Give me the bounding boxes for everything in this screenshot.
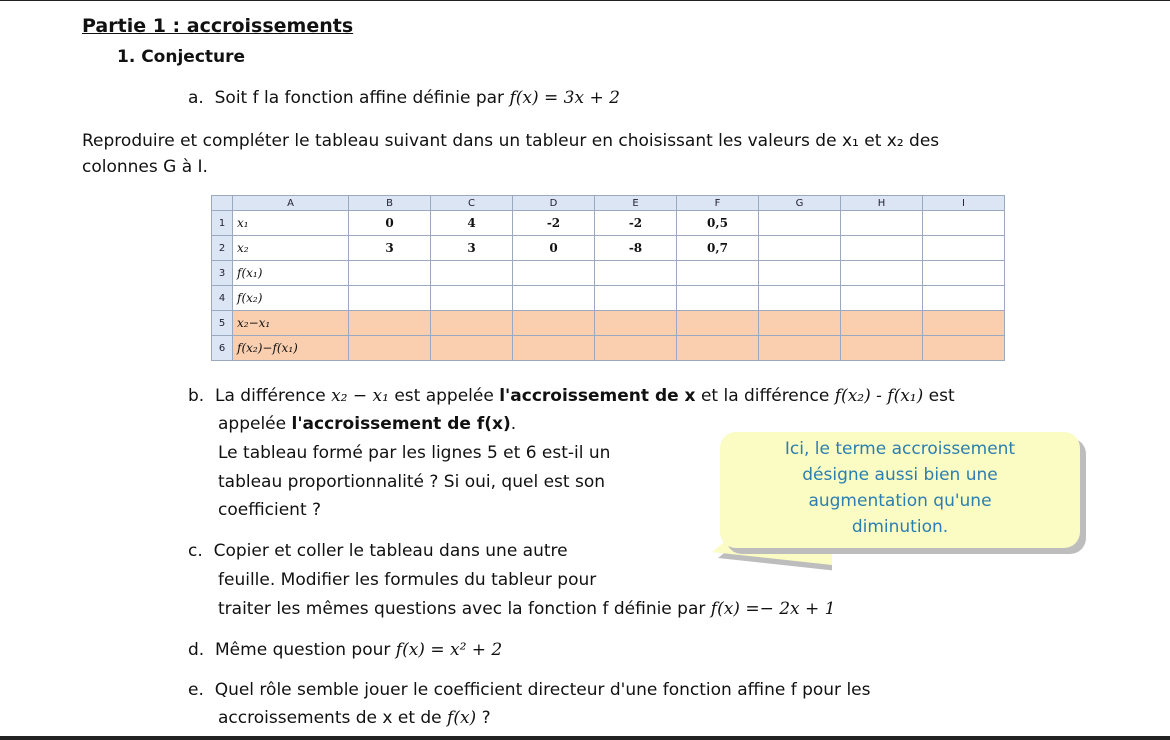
cell[interactable] <box>513 261 595 286</box>
item-a-marker: a. <box>188 88 204 108</box>
section-heading: 1. Conjecture <box>117 47 246 67</box>
item-b-question-3: coefficient ? <box>218 500 322 520</box>
cell[interactable]: -2 <box>595 211 677 236</box>
item-b-question-2: tableau proportionnalité ? Si oui, quel est son <box>218 472 605 492</box>
cell[interactable] <box>841 211 923 236</box>
top-border <box>0 0 1170 1</box>
item-c-text: traiter les mêmes questions avec la fonction f définie par <box>218 599 706 619</box>
item-b-question-1: Le tableau formé par les lignes 5 et 6 est-il un <box>218 443 611 463</box>
cell[interactable] <box>923 286 1005 311</box>
row-header[interactable]: 5 <box>212 311 233 336</box>
bubble-line-3: augmentation qu'une <box>808 491 992 511</box>
table-row <box>212 286 1005 311</box>
cell[interactable] <box>923 236 1005 261</box>
item-b-text: appelée <box>218 414 287 434</box>
cell[interactable] <box>513 311 595 336</box>
cell[interactable] <box>923 211 1005 236</box>
col-header-b[interactable]: B <box>349 196 431 211</box>
cell[interactable] <box>513 286 595 311</box>
item-b-term-x: l'accroissement de x <box>499 386 696 406</box>
cell[interactable] <box>841 261 923 286</box>
col-header-i[interactable]: I <box>923 196 1005 211</box>
cell[interactable] <box>841 236 923 261</box>
col-header-a[interactable]: A <box>233 196 349 211</box>
table-row <box>212 261 1005 286</box>
col-header-g[interactable]: G <box>759 196 841 211</box>
item-b-marker: b. <box>188 386 205 406</box>
cell[interactable] <box>841 286 923 311</box>
spreadsheet-header-row <box>212 196 1005 211</box>
cell[interactable] <box>595 261 677 286</box>
item-b-math-dx: x₂ − x₁ <box>331 386 389 406</box>
row-header[interactable]: 3 <box>212 261 233 286</box>
item-b-math-df: f(x₂) - f(x₁) <box>834 386 924 406</box>
row-header[interactable]: 4 <box>212 286 233 311</box>
cell[interactable] <box>513 336 595 361</box>
table-row <box>212 336 1005 361</box>
item-b-term-f: l'accroissement de f(x) <box>291 414 511 434</box>
col-header-f[interactable]: F <box>677 196 759 211</box>
item-b-text: est <box>928 386 955 406</box>
cell[interactable] <box>431 286 513 311</box>
item-c-line-1 <box>188 541 568 561</box>
cell[interactable]: 3 <box>431 236 513 261</box>
cell[interactable] <box>677 311 759 336</box>
item-c-text: Copier et coller le tableau dans une autre <box>213 541 568 561</box>
row-label[interactable]: x₂ <box>233 236 349 261</box>
bubble-line-2: désigne aussi bien une <box>802 465 998 485</box>
cell[interactable] <box>759 311 841 336</box>
row-label[interactable]: f(x₁) <box>233 261 349 286</box>
cell[interactable] <box>431 311 513 336</box>
cell[interactable]: 0 <box>513 236 595 261</box>
page-title: Partie 1 : accroissements <box>82 15 354 37</box>
cell[interactable] <box>923 336 1005 361</box>
item-b-line-1 <box>188 386 955 406</box>
instruction-line-2: colonnes G à I. <box>82 157 208 177</box>
col-header-h[interactable]: H <box>841 196 923 211</box>
item-b-text: est appelée <box>394 386 494 406</box>
bubble-line-4: diminution. <box>851 517 949 537</box>
cell[interactable] <box>759 261 841 286</box>
item-d-marker: d. <box>188 640 205 660</box>
cell[interactable] <box>841 311 923 336</box>
col-header-c[interactable]: C <box>431 196 513 211</box>
cell[interactable] <box>595 286 677 311</box>
cell[interactable] <box>349 261 431 286</box>
item-b-text: et la différence <box>700 386 830 406</box>
item-a-formula: f(x) = 3x + 2 <box>509 88 620 108</box>
item-b-line-2 <box>218 414 516 434</box>
item-a <box>188 88 620 108</box>
cell[interactable] <box>677 261 759 286</box>
cell[interactable] <box>759 211 841 236</box>
row-header[interactable]: 1 <box>212 211 233 236</box>
item-c-line-3 <box>218 599 836 619</box>
cell[interactable]: 3 <box>349 236 431 261</box>
cell[interactable] <box>431 336 513 361</box>
instruction-line-1: Reproduire et compléter le tableau suivant dans un tableur en choisissant les valeurs de x₁ et x₂ des <box>82 131 940 151</box>
col-header-e[interactable]: E <box>595 196 677 211</box>
row-label[interactable]: f(x₂)−f(x₁) <box>233 336 349 361</box>
cell[interactable] <box>677 336 759 361</box>
item-c-line-2: feuille. Modifier les formules du tableur pour <box>218 570 597 590</box>
item-c-marker: c. <box>188 541 203 561</box>
item-d-text: Même question pour <box>215 640 391 660</box>
row-header[interactable]: 6 <box>212 336 233 361</box>
item-e-text: accroissements de x et de <box>218 708 442 728</box>
cell[interactable] <box>349 286 431 311</box>
item-d <box>188 640 502 660</box>
cell[interactable] <box>349 311 431 336</box>
speech-bubble-text <box>720 436 1080 540</box>
col-header-d[interactable]: D <box>513 196 595 211</box>
item-e-text: Quel rôle semble jouer le coefficient directeur d'une fonction affine f pour les <box>214 680 871 700</box>
cell[interactable] <box>595 336 677 361</box>
corner-cell <box>212 196 233 211</box>
item-d-formula: f(x) = x² + 2 <box>395 640 503 660</box>
cell[interactable] <box>595 311 677 336</box>
cell[interactable]: -8 <box>595 236 677 261</box>
cell[interactable]: 0,5 <box>677 211 759 236</box>
spreadsheet-table <box>211 195 1005 361</box>
row-header[interactable]: 2 <box>212 236 233 261</box>
cell[interactable] <box>759 336 841 361</box>
cell[interactable] <box>677 286 759 311</box>
row-label[interactable]: x₁ <box>233 211 349 236</box>
cell[interactable]: 4 <box>431 211 513 236</box>
table-row <box>212 311 1005 336</box>
cell[interactable]: 0 <box>349 211 431 236</box>
item-e-marker: e. <box>188 680 204 700</box>
cell[interactable] <box>759 286 841 311</box>
cell[interactable] <box>923 261 1005 286</box>
item-b-text: La différence <box>215 386 326 406</box>
table-row <box>212 236 1005 261</box>
item-b-text: . <box>510 414 517 434</box>
cell[interactable] <box>923 311 1005 336</box>
row-label[interactable]: f(x₂) <box>233 286 349 311</box>
row-label[interactable]: x₂−x₁ <box>233 311 349 336</box>
item-a-text: Soit f la fonction affine définie par <box>214 88 505 108</box>
item-e-text: ? <box>481 708 491 728</box>
cell[interactable]: 0,7 <box>677 236 759 261</box>
cell[interactable] <box>841 336 923 361</box>
cell[interactable] <box>759 236 841 261</box>
item-c-formula: f(x) =− 2x + 1 <box>710 599 836 619</box>
item-e-line-2 <box>218 708 491 728</box>
cell[interactable] <box>349 336 431 361</box>
table-row <box>212 211 1005 236</box>
cell[interactable] <box>431 261 513 286</box>
bottom-border <box>0 736 1170 740</box>
cell[interactable]: -2 <box>513 211 595 236</box>
bubble-line-1: Ici, le terme accroissement <box>784 439 1016 459</box>
item-e-line-1 <box>188 680 871 700</box>
item-e-math: f(x) <box>447 708 477 728</box>
